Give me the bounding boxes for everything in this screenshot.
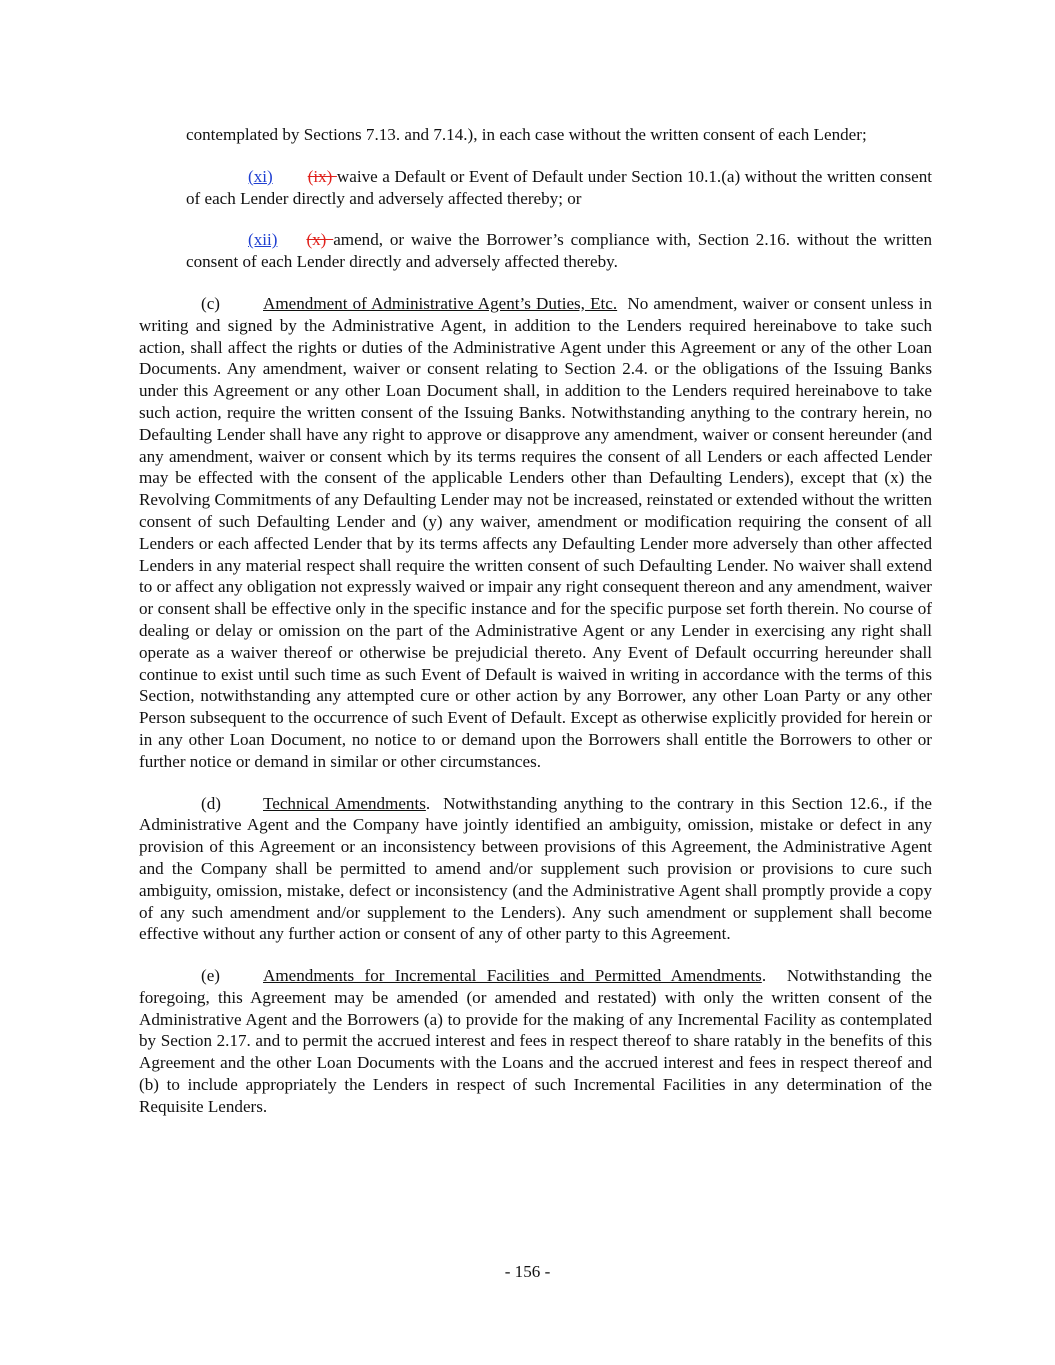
spacer (139, 773, 932, 793)
document-body (139, 124, 932, 1118)
clause-xii (186, 229, 932, 273)
section-c-label: (c) (201, 293, 220, 313)
section-d-text: Notwithstanding anything to the contrary in this Section 12.6., if the Administrative Agent and the Company have jointly identified an ambiguity, omission, mistake or defect in any provision of this Agreement or an inconsistency between provisions of this Agreement, the Administrative Agent and the Company shall be permitted to amend and/or supplement such provision or provisions to cure such ambiguity, omission, mistake, defect or inconsistency (and the Administrative Agent shall promptly provide a copy of any such amendment and/or supplement to the Lenders). Any such amendment or supplement shall become effective without any further action or consent of any of other party to this Agreement. (139, 793, 932, 944)
spacer (139, 945, 932, 965)
section-d-heading: Technical Amendments (263, 793, 426, 813)
spacer (139, 273, 932, 293)
section-e-text: Notwithstanding the foregoing, this Agreement may be amended (or amended and restated) with only the written consent of the Administrative Agent and the Borrowers (a) to provide for the making of any Incremental Facility as contemplated by Section 2.17. and to permit the accrued interest and fees in respect thereof to share ratably in the benefits of this Agreement and the other Loan Documents with the Loans and the accrued interest and fees in respect thereof and (b) to include appropriately the Lenders in respect of such Incremental Facilities in any determination of the Requisite Lenders. (139, 966, 932, 1116)
spacer (139, 209, 932, 229)
section-d: (d) Technical Amendments. Notwithstanding anything to the contrary in this Section 12.6., if the Administrative Agent and the Company have jointly identified an ambiguity, omission, mistake or defect in any provision of this Agreement or an inconsistency between provisions of this Agreement, the Administrative Agent and the Company shall be permitted to amend and/or supplement such provision or provisions to cure such ambiguity, omission, mistake, defect or inconsistency (and the Administrative Agent shall promptly provide a copy of any such amendment and/or supplement to the Lenders). Any such amendment or supplement shall become effective without any further action or consent of any of other party to this Agreement. (139, 793, 932, 944)
spacer (139, 146, 932, 166)
deleted-number-ix: (ix) (307, 166, 337, 186)
inserted-number-xii: (xii) (248, 230, 278, 250)
section-d-label: (d) (201, 793, 221, 813)
section-e-heading: Amendments for Incremental Facilities and Permitted Amendments (263, 966, 762, 986)
section-c (139, 293, 932, 773)
clause-xi-text: waive a Default or Event of Default under Section 10.1.(a) without the written consent of each Lender directly and adversely affected thereby; or (186, 166, 932, 208)
section-e-label: (e) (201, 966, 220, 986)
section-e: (e) Amendments for Incremental Facilities and Permitted Amendments. Notwithstanding the foregoing, this Agreement may be amended (or amended and restated) with only the written consent of the Administrative Agent and the Borrowers (a) to provide for the making of any Incremental Facility as contemplated by Section 2.17. and to permit the accrued interest and fees in respect thereof to share ratably in the benefits of this Agreement and the other Loan Documents with the Loans and the accrued interest and fees in respect thereof and (b) to include appropriately the Lenders in respect of such Incremental Facilities in any determination of the Requisite Lenders. (139, 966, 932, 1116)
carryover-paragraph: contemplated by Sections 7.13. and 7.14.), in each case without the written consent of each Lender; (186, 125, 867, 144)
clause-xii-text: amend, or waive the Borrower’s compliance with, Section 2.16. without the written consent of each Lender directly and adversely affected thereby. (186, 230, 932, 272)
section-c-text: No amendment, waiver or consent unless in writing and signed by the Administrative Agent, in addition to the Lenders required hereinabove to take such action, shall affect the rights or duties of the Administrative Agent under this Agreement or any of the other Loan Documents. Any amendment, waiver or consent relating to Section 2.4. or the obligations of the Issuing Banks under this Agreement or any other Loan Document shall, in addition to the Lenders required hereinabove to take such action, require the written consent of the Issuing Banks. Notwithstanding anything to the contrary herein, no Defaulting Lender shall have any right to approve or disapprove any amendment, waiver or consent hereunder (and any amendment, waiver or consent which by its terms requires the consent of all Lenders or each affected Lender may be effected with the consent of the applicable Lenders other than Defaulting Lenders), except that (x) the Revolving Commitments of any Defaulting Lender may not be increased, reinstated or extended without the written consent of such Defaulting Lender and (y) any waiver, amendment or modification requiring the consent of all Lenders or each affected Lender that by its terms affects any Defaulting Lender more adversely than other affected Lenders in any material respect shall require the written consent of such Defaulting Lender. No waiver shall extend to or affect any obligation not expressly waived or impair any right consequent thereon and any amendment, waiver or consent shall be effective only in the specific instance and for the specific purpose set forth therein. No course of dealing or delay or omission on the part of the Administrative Agent or any Lender in exercising any right shall operate as a waiver thereof or otherwise be prejudicial thereto. Any Event of Default occurring hereunder shall continue to exist until such time as such Event of Default is waived in writing in accordance with the terms of this Section, notwithstanding any attempted cure or other action by any Borrower, any other Loan Party or any other Person subsequent to the occurrence of such Event of Default. Except as otherwise explicitly provided for herein or in any other Loan Document, no notice to or demand upon the Borrowers shall entitle the Borrowers to other or further notice or demand in similar or other circumstances. (139, 293, 933, 771)
inserted-number-xi: (xi) (248, 166, 273, 186)
clause-xi (186, 166, 932, 210)
deleted-number-x: (x) (306, 230, 334, 250)
page-number: - 156 - (504, 1262, 551, 1281)
section-c-heading: Amendment of Administrative Agent’s Duties, Etc. (263, 293, 618, 313)
